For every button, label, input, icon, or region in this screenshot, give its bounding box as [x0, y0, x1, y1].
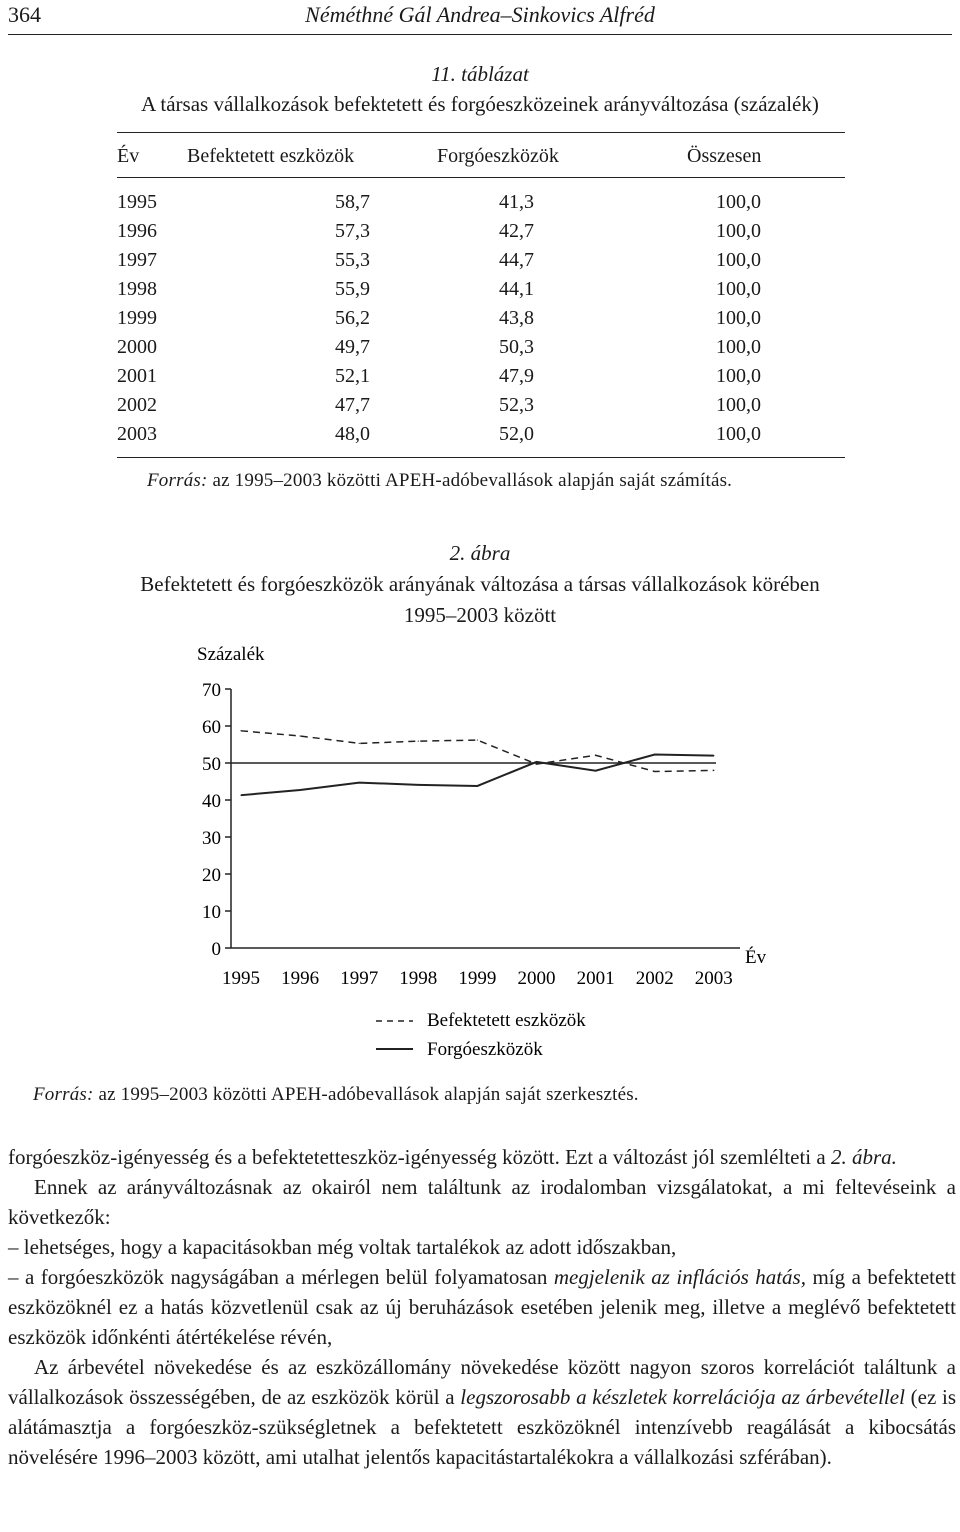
source-label: Forrás: — [147, 470, 208, 491]
y-tick-label: 70 — [202, 680, 221, 701]
data-point — [418, 741, 419, 742]
x-axis-label: Év — [745, 947, 767, 968]
x-tick-label: 1997 — [340, 968, 379, 989]
legend-label: Befektetett eszközök — [427, 1010, 586, 1031]
text-run: Az árbevétel növekedése és az eszközállomány növekedése között nagyon szoros korrelációt találtunk a vállalkozások összességében, de az eszközök körül a — [8, 1355, 956, 1409]
table-row — [117, 217, 845, 246]
value-cell: 100,0 — [716, 365, 761, 387]
table-header-row — [117, 133, 845, 177]
y-tick-label: 50 — [202, 754, 221, 775]
value-cell: 100,0 — [716, 278, 761, 300]
column-header: Év — [117, 145, 140, 167]
text-run: forgóeszköz-igényesség és a befektetetteszköz-igényesség között. Ezt a változást jól szemlélteti a — [8, 1145, 831, 1169]
value-cell: 49,7 — [335, 336, 370, 358]
year-cell: 1999 — [117, 307, 157, 329]
year-cell: 2001 — [117, 365, 157, 387]
y-tick-label: 40 — [202, 791, 221, 812]
figure-number: 2. ábra — [449, 541, 511, 565]
year-cell: 1995 — [117, 191, 157, 213]
table-number: 11. táblázat — [431, 62, 529, 86]
data-point — [713, 770, 714, 771]
running-head-authors: Néméthné Gál Andrea–Sinkovics Alfréd — [305, 2, 655, 27]
data-point — [418, 784, 419, 785]
y-tick-label: 30 — [202, 828, 221, 849]
year-cell: 1996 — [117, 220, 157, 242]
value-cell: 100,0 — [716, 394, 761, 416]
value-cell: 52,0 — [499, 423, 534, 445]
value-cell: 56,2 — [335, 307, 370, 329]
table-row — [117, 275, 845, 304]
emphasis: megjelenik az inflációs hatás, — [553, 1265, 806, 1289]
value-cell: 41,3 — [499, 191, 534, 213]
data-point — [477, 739, 478, 740]
table-bottom-rule — [117, 457, 845, 458]
page-header — [8, 0, 952, 34]
year-cell: 2002 — [117, 394, 157, 416]
column-header: Összesen — [687, 145, 762, 167]
bullet-item — [8, 1262, 956, 1352]
value-cell: 55,9 — [335, 278, 370, 300]
value-cell: 47,9 — [499, 365, 534, 387]
page-number: 364 — [8, 2, 41, 27]
value-cell: 48,0 — [335, 423, 370, 445]
data-point — [654, 771, 655, 772]
table-row — [117, 420, 845, 449]
data-point — [300, 789, 301, 790]
x-tick-label: 1999 — [458, 968, 497, 989]
x-tick-label: 2003 — [694, 968, 733, 989]
chart-legend — [376, 1010, 586, 1060]
figure-subtitle: 1995–2003 között — [403, 603, 557, 627]
data-point — [477, 785, 478, 786]
value-cell: 100,0 — [716, 307, 761, 329]
year-cell: 1997 — [117, 249, 157, 271]
bullet-item: – lehetséges, hogy a kapacitásokban még voltak tartalékok az adott időszakban, — [8, 1235, 677, 1259]
x-tick-label: 1995 — [222, 968, 260, 989]
header-rule — [8, 34, 952, 35]
value-cell: 44,7 — [499, 249, 534, 271]
value-cell: 52,1 — [335, 365, 370, 387]
table-body — [117, 188, 845, 449]
data-point — [240, 795, 241, 796]
data-point — [713, 755, 714, 756]
x-tick-label: 2001 — [576, 968, 615, 989]
year-cell: 1998 — [117, 278, 157, 300]
value-cell: 50,3 — [499, 336, 534, 358]
paragraph — [8, 1352, 956, 1472]
value-cell: 100,0 — [716, 423, 761, 445]
line-chart — [0, 630, 960, 1070]
text-run: (ez is alátámasztja a forgóeszköz-szükségletnek a befektetett eszközöknél intenzívebb reagálását a kibocsátás növelésére 1996–2003 között, ami utalhat jelentős kapacitástartalékokra a vállalkozási szférában). — [8, 1385, 956, 1469]
data-point — [359, 743, 360, 744]
year-cell: 2000 — [117, 336, 157, 358]
x-tick-label: 2000 — [517, 968, 556, 989]
source-text: az 1995–2003 közötti APEH-adóbevallások alapján saját számítás. — [212, 470, 733, 491]
table-source — [147, 470, 732, 492]
text-run: – a forgóeszközök nagyságában a mérlegen belül folyamatosan — [8, 1265, 554, 1289]
text-run: míg a befektetett eszközöknél ez a hatás közvetlenül csak az új beruházások esetében jelenik meg, illetve a meglévő befektetett eszközök időnkénti átértékelése révén, — [8, 1265, 956, 1349]
year-cell: 2003 — [117, 423, 157, 445]
data-point — [595, 770, 596, 771]
chart-layer — [202, 680, 740, 989]
y-tick-label: 60 — [202, 717, 221, 738]
y-tick-label: 10 — [202, 902, 221, 923]
table-row — [117, 333, 845, 362]
table-row — [117, 246, 845, 275]
data-table — [117, 132, 845, 458]
emphasis: legszorosabb a készletek korrelációja az árbevétellel — [460, 1385, 905, 1409]
value-cell: 43,8 — [499, 307, 534, 329]
data-point — [359, 782, 360, 783]
figure-reference: 2. ábra. — [830, 1145, 897, 1169]
data-point — [536, 761, 537, 762]
figure-title: Befektetett és forgóeszközök arányának változása a társas vállalkozások körében — [140, 572, 820, 596]
data-point — [300, 735, 301, 736]
value-cell: 47,7 — [335, 394, 370, 416]
value-cell: 52,3 — [499, 394, 534, 416]
legend-label: Forgóeszközök — [427, 1039, 543, 1060]
table-row — [117, 362, 845, 391]
table-row — [117, 188, 845, 217]
value-cell: 58,7 — [335, 191, 370, 213]
data-point — [536, 764, 537, 765]
body-text — [8, 1142, 956, 1472]
value-cell: 100,0 — [716, 336, 761, 358]
series-line-befektetett-eszkozok — [241, 731, 714, 772]
value-cell: 55,3 — [335, 249, 370, 271]
value-cell: 44,1 — [499, 278, 534, 300]
y-tick-label: 0 — [211, 939, 221, 960]
figure-source — [33, 1084, 639, 1106]
value-cell: 100,0 — [716, 220, 761, 242]
column-header: Befektetett eszközök — [187, 145, 355, 167]
table-title: A társas vállalkozások befektetett és forgóeszközeinek arányváltozása (százalék) — [141, 92, 819, 116]
paragraph — [8, 1142, 956, 1172]
paragraph: Ennek az arányváltozásnak az okairól nem találtunk az irodalomban vizsgálatokat, a mi feltevéseink a következők: — [8, 1175, 956, 1229]
series-line-forgoeszkozok — [241, 754, 714, 795]
source-label: Forrás: — [33, 1084, 94, 1105]
y-tick-label: 20 — [202, 865, 221, 886]
table-row — [117, 391, 845, 420]
column-header: Forgóeszközök — [437, 145, 559, 167]
table-row — [117, 304, 845, 333]
x-tick-label: 2002 — [635, 968, 674, 989]
source-text: az 1995–2003 közötti APEH-adóbevallások alapján saját szerkesztés. — [98, 1084, 639, 1105]
value-cell: 100,0 — [716, 191, 761, 213]
value-cell: 57,3 — [335, 220, 370, 242]
data-point — [240, 730, 241, 731]
x-tick-label: 1996 — [281, 968, 320, 989]
data-point — [654, 754, 655, 755]
value-cell: 100,0 — [716, 249, 761, 271]
y-axis-label: Százalék — [197, 644, 265, 665]
data-point — [595, 755, 596, 756]
x-tick-label: 1998 — [399, 968, 438, 989]
value-cell: 42,7 — [499, 220, 534, 242]
